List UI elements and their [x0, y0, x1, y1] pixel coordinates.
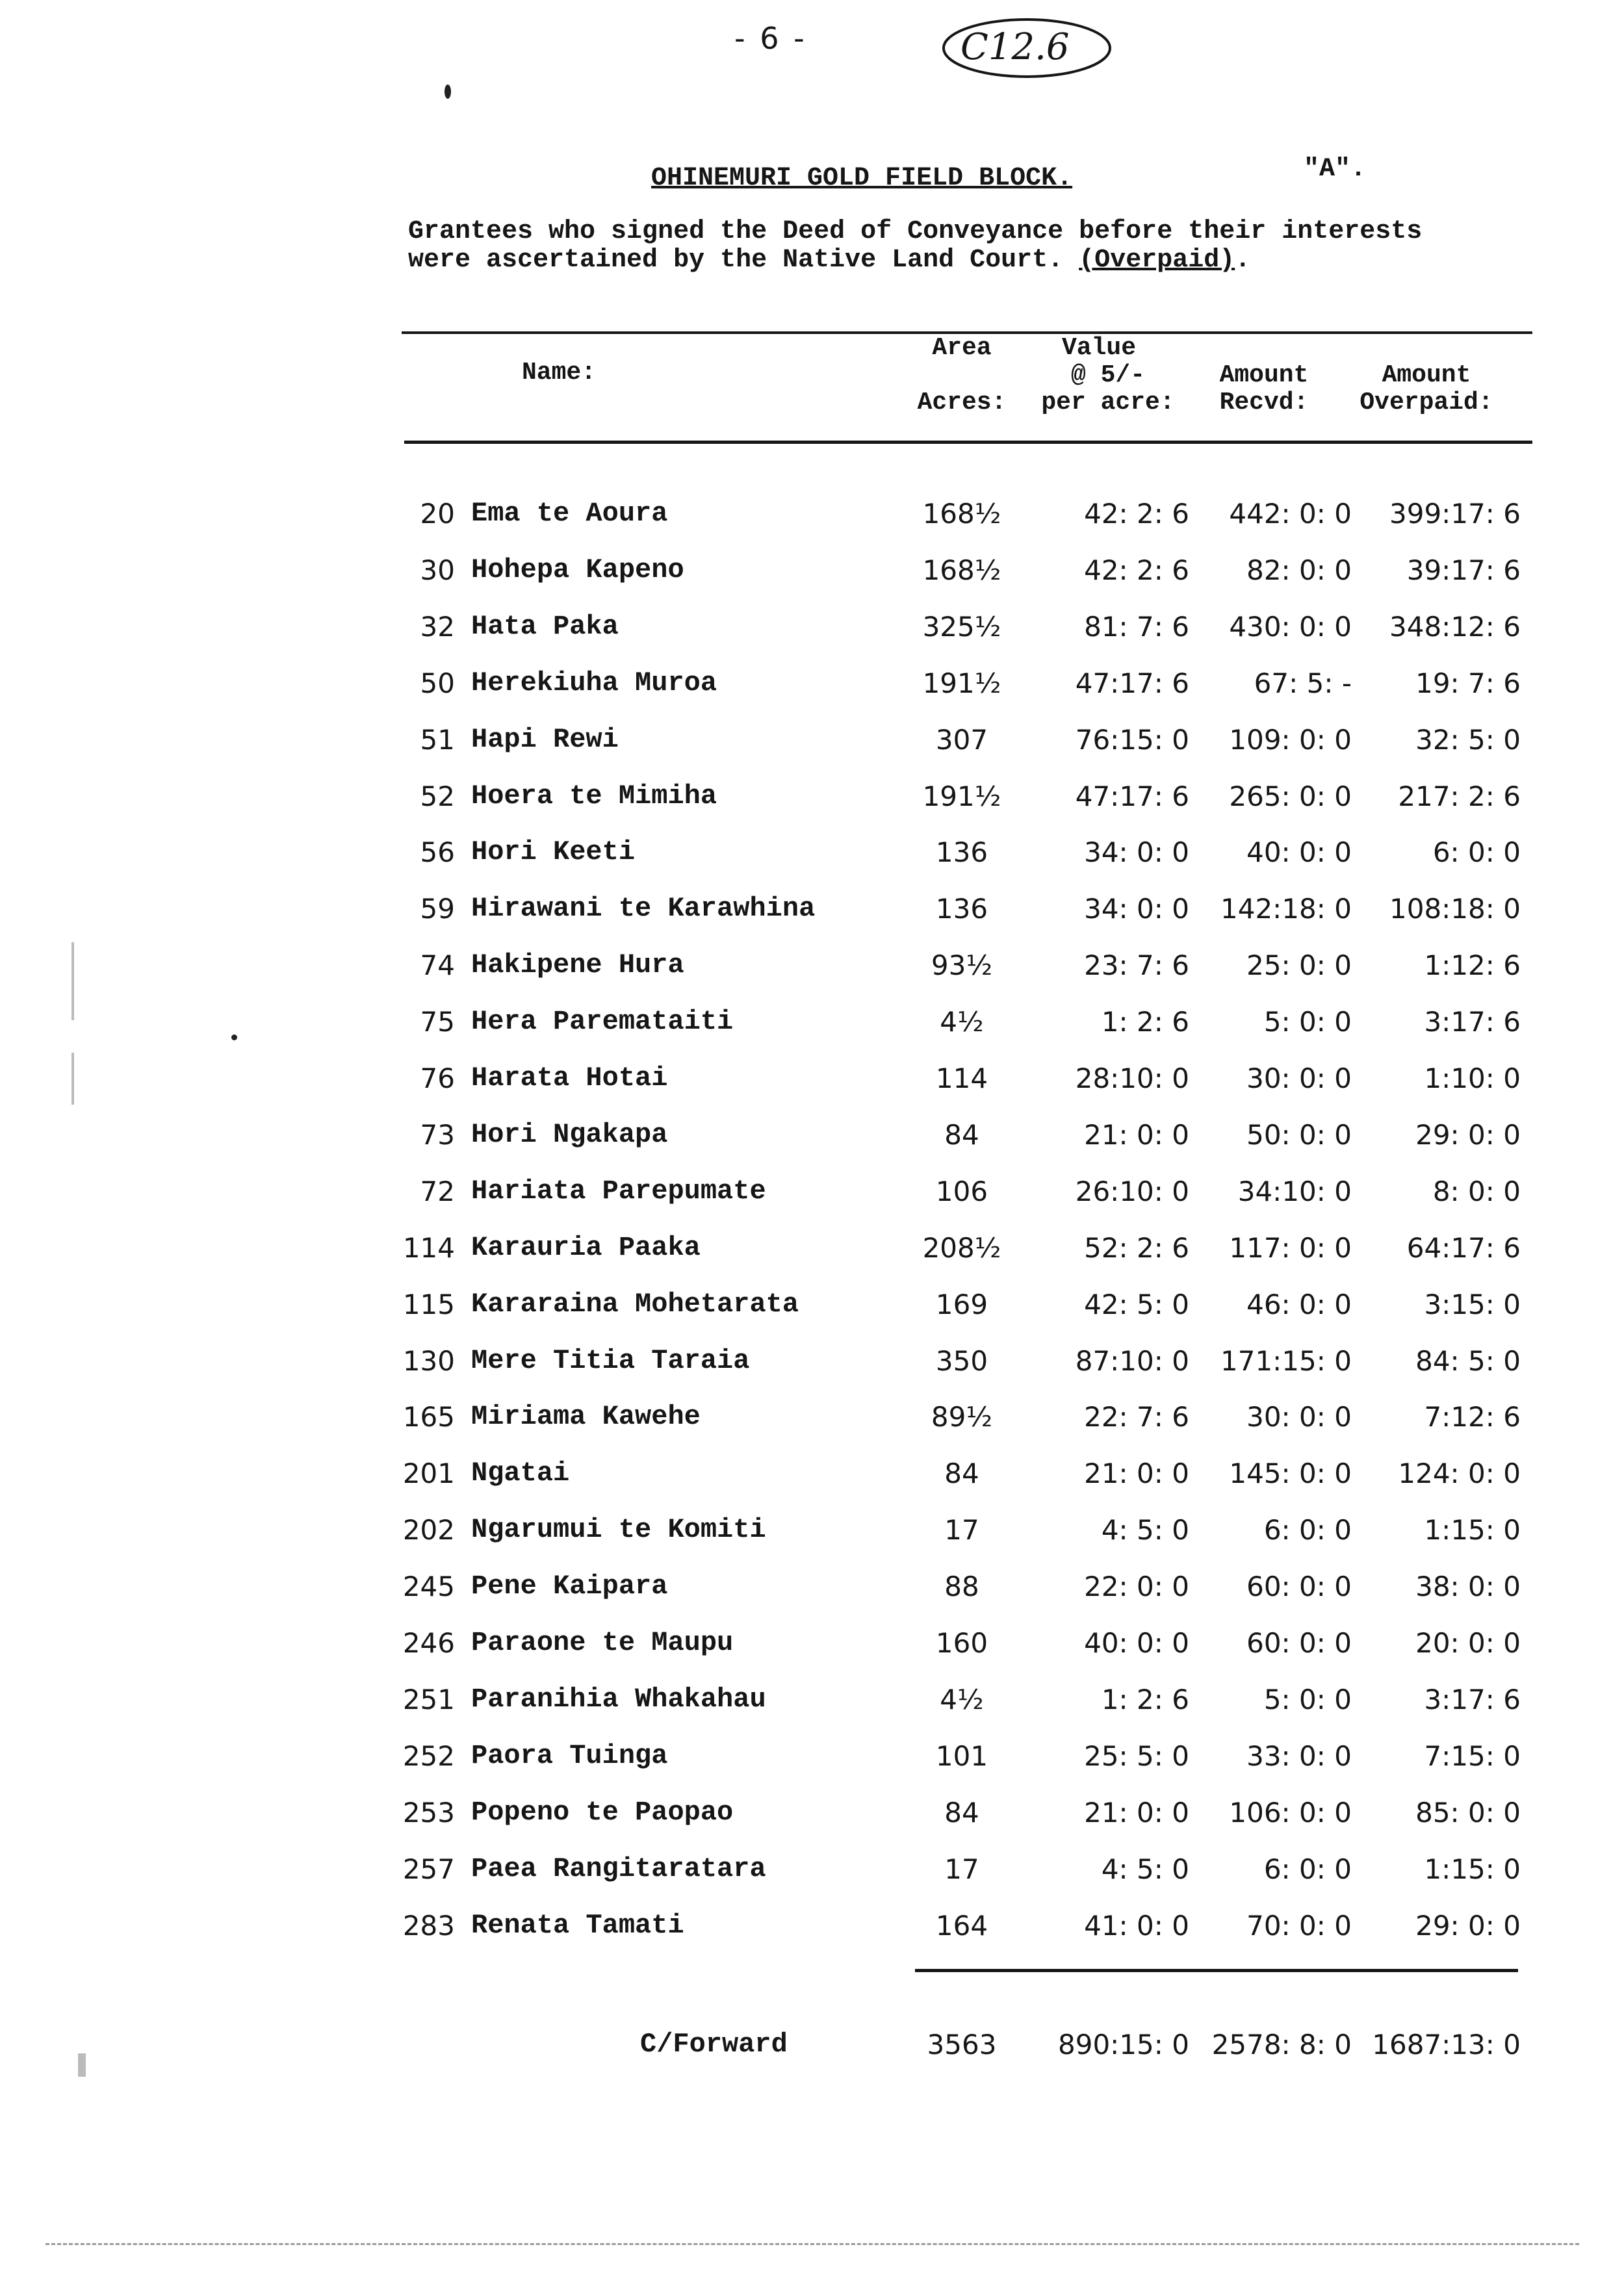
amount-overpaid: 6: 0: 0	[1432, 836, 1521, 868]
grantee-number: 73	[420, 1119, 455, 1151]
grantee-number: 75	[420, 1006, 455, 1038]
value-at-5s: 47:17: 6	[1075, 667, 1189, 699]
header-value-line-3: per acre:	[1041, 389, 1175, 417]
area-acres: 350	[935, 1345, 988, 1377]
table-row	[0, 1853, 1624, 1892]
amount-overpaid: 32: 5: 0	[1415, 724, 1521, 756]
table-row	[0, 554, 1624, 593]
area-acres: 164	[935, 1910, 988, 1942]
carry-forward-overpaid: 1687:13: 0	[1372, 2029, 1521, 2061]
amount-overpaid: 217: 2: 6	[1398, 780, 1521, 812]
amount-overpaid: 1:15: 0	[1424, 1514, 1521, 1546]
amount-received: 5: 0: 0	[1263, 1006, 1352, 1038]
page-number: - 6 -	[734, 21, 807, 56]
area-acres: 106	[935, 1175, 988, 1207]
area-acres: 4½	[940, 1006, 984, 1038]
amount-received: 40: 0: 0	[1246, 836, 1352, 868]
header-received-line-1: Amount	[1219, 361, 1309, 389]
table-row	[0, 836, 1624, 875]
overpaid-note: (Overpaid)	[1079, 246, 1235, 275]
table-row	[0, 1062, 1624, 1101]
total-rule	[915, 1969, 1518, 1972]
grantee-number: 72	[420, 1175, 455, 1207]
table-row	[0, 1627, 1624, 1666]
value-at-5s: 21: 0: 0	[1084, 1797, 1189, 1829]
amount-overpaid: 1:12: 6	[1424, 949, 1521, 981]
grantee-name: Hera Paremataiti	[471, 1006, 734, 1037]
grantee-name: Hori Keeti	[471, 836, 636, 867]
amount-overpaid: 8: 0: 0	[1432, 1175, 1521, 1207]
table-row	[0, 498, 1624, 537]
area-acres: 101	[935, 1740, 988, 1772]
value-at-5s: 52: 2: 6	[1084, 1232, 1189, 1264]
table-row	[0, 949, 1624, 988]
amount-overpaid: 84: 5: 0	[1415, 1345, 1521, 1377]
value-at-5s: 42: 5: 0	[1084, 1289, 1189, 1320]
amount-overpaid: 64:17: 6	[1406, 1232, 1521, 1264]
grantee-number: 56	[420, 836, 455, 868]
amount-overpaid: 1:10: 0	[1424, 1062, 1521, 1094]
scan-mark	[71, 1053, 74, 1105]
value-at-5s: 76:15: 0	[1075, 724, 1189, 756]
area-acres: 93½	[931, 949, 993, 981]
header-value-line-2: @ 5/-	[1070, 361, 1146, 389]
grantee-name: Renata Tamati	[471, 1910, 684, 1941]
value-at-5s: 22: 0: 0	[1084, 1571, 1189, 1602]
grantee-number: 202	[402, 1514, 455, 1546]
table-row	[0, 1006, 1624, 1045]
value-at-5s: 21: 0: 0	[1084, 1119, 1189, 1151]
scan-bottom-edge	[45, 2243, 1579, 2245]
grantee-name: Kararaina Mohetarata	[471, 1289, 799, 1320]
grantee-name: Paranihia Whakahau	[471, 1684, 766, 1715]
amount-overpaid: 399:17: 6	[1389, 498, 1521, 530]
value-at-5s: 34: 0: 0	[1084, 836, 1189, 868]
amount-received: 171:15: 0	[1220, 1345, 1352, 1377]
grantee-number: 245	[402, 1571, 455, 1602]
amount-received: 5: 0: 0	[1263, 1684, 1352, 1715]
value-at-5s: 41: 0: 0	[1084, 1910, 1189, 1942]
table-row	[0, 1797, 1624, 1836]
grantee-name: Karauria Paaka	[471, 1232, 701, 1263]
intro-line-2-text: were ascertained by the Native Land Court.	[408, 246, 1064, 275]
scan-mark	[78, 2053, 86, 2077]
area-acres: 136	[935, 836, 988, 868]
overpaid-note-end: .	[1235, 246, 1251, 275]
amount-overpaid: 3:15: 0	[1424, 1289, 1521, 1320]
grantee-number: 20	[420, 498, 455, 530]
grantee-name: Paea Rangitaratara	[471, 1853, 766, 1884]
value-at-5s: 1: 2: 6	[1101, 1684, 1189, 1715]
grantee-name: Hakipene Hura	[471, 949, 684, 981]
carry-forward-area: 3563	[927, 2029, 997, 2061]
amount-received: 34:10: 0	[1237, 1175, 1352, 1207]
table-row	[0, 1401, 1624, 1440]
area-acres: 136	[935, 893, 988, 925]
scan-mark	[231, 1034, 237, 1040]
amount-received: 67: 5: -	[1254, 667, 1352, 699]
value-at-5s: 4: 5: 0	[1101, 1853, 1189, 1885]
table-row	[0, 667, 1624, 706]
header-value-line-1: Value	[1062, 334, 1137, 362]
amount-received: 117: 0: 0	[1229, 1232, 1352, 1264]
area-acres: 325½	[922, 611, 1001, 643]
value-at-5s: 42: 2: 6	[1084, 554, 1189, 586]
table-row	[0, 1175, 1624, 1214]
amount-received: 33: 0: 0	[1246, 1740, 1352, 1772]
area-acres: 17	[944, 1853, 979, 1885]
amount-received: 6: 0: 0	[1263, 1853, 1352, 1885]
grantee-number: 30	[420, 554, 455, 586]
table-row	[0, 780, 1624, 819]
value-at-5s: 87:10: 0	[1075, 1345, 1189, 1377]
amount-received: 142:18: 0	[1220, 893, 1352, 925]
document-title: OHINEMURI GOLD FIELD BLOCK.	[651, 164, 1073, 193]
table-row	[0, 724, 1624, 763]
intro-line-2	[408, 246, 1552, 275]
value-at-5s: 81: 7: 6	[1084, 611, 1189, 643]
amount-received: 106: 0: 0	[1229, 1797, 1352, 1829]
area-acres: 89½	[931, 1401, 993, 1433]
scan-mark	[71, 942, 74, 1020]
grantee-number: 253	[402, 1797, 455, 1829]
amount-overpaid: 29: 0: 0	[1415, 1119, 1521, 1151]
intro-paragraph	[408, 218, 1552, 275]
area-acres: 84	[944, 1458, 979, 1489]
grantee-name: Hohepa Kapeno	[471, 554, 684, 585]
grantee-name: Harata Hotai	[471, 1062, 668, 1094]
header-received-line-2: Recvd:	[1219, 389, 1309, 417]
table-row	[0, 1684, 1624, 1723]
grantee-number: 50	[420, 667, 455, 699]
grantee-number: 114	[402, 1232, 455, 1264]
grantee-number: 115	[402, 1289, 455, 1320]
value-at-5s: 22: 7: 6	[1084, 1401, 1189, 1433]
value-at-5s: 40: 0: 0	[1084, 1627, 1189, 1659]
area-acres: 84	[944, 1119, 979, 1151]
table-row	[0, 1289, 1624, 1328]
amount-overpaid: 3:17: 6	[1424, 1006, 1521, 1038]
value-at-5s: 4: 5: 0	[1101, 1514, 1189, 1546]
amount-received: 46: 0: 0	[1246, 1289, 1352, 1320]
header-area-line-1: Area	[932, 334, 992, 362]
area-acres: 168½	[922, 554, 1001, 586]
amount-received: 25: 0: 0	[1246, 949, 1352, 981]
grantee-number: 52	[420, 780, 455, 812]
grantee-name: Ema te Aoura	[471, 498, 668, 529]
table-row	[0, 1119, 1624, 1158]
header-overpaid-line-1: Amount	[1382, 361, 1471, 389]
amount-received: 145: 0: 0	[1229, 1458, 1352, 1489]
grantee-name: Hapi Rewi	[471, 724, 619, 755]
carry-forward-received: 2578: 8: 0	[1211, 2029, 1352, 2061]
amount-overpaid: 124: 0: 0	[1398, 1458, 1521, 1489]
value-at-5s: 25: 5: 0	[1084, 1740, 1189, 1772]
grantee-name: Hirawani te Karawhina	[471, 893, 816, 924]
amount-overpaid: 7:12: 6	[1424, 1401, 1521, 1433]
grantee-name: Mere Titia Taraia	[471, 1345, 750, 1376]
grantee-number: 32	[420, 611, 455, 643]
area-acres: 307	[935, 724, 988, 756]
value-at-5s: 42: 2: 6	[1084, 498, 1189, 530]
grantee-name: Hoera te Mimiha	[471, 780, 717, 812]
header-name: Name:	[521, 359, 597, 387]
table-row	[0, 1571, 1624, 1610]
amount-received: 30: 0: 0	[1246, 1401, 1352, 1433]
area-acres: 114	[935, 1062, 988, 1094]
amount-received: 60: 0: 0	[1246, 1627, 1352, 1659]
grantee-number: 257	[402, 1853, 455, 1885]
grantee-name: Hata Paka	[471, 611, 619, 642]
header-overpaid	[1342, 362, 1511, 417]
grantee-name: Popeno te Paopao	[471, 1797, 734, 1828]
amount-received: 6: 0: 0	[1263, 1514, 1352, 1546]
header-value	[1033, 335, 1183, 417]
grantee-number: 251	[402, 1684, 455, 1715]
grantee-number: 165	[402, 1401, 455, 1433]
grantee-name: Paora Tuinga	[471, 1740, 668, 1771]
grantee-name: Hori Ngakapa	[471, 1119, 668, 1150]
area-acres: 191½	[922, 780, 1001, 812]
grantee-name: Hariata Parepumate	[471, 1175, 766, 1207]
grantee-number: 201	[402, 1458, 455, 1489]
grantee-number: 130	[402, 1345, 455, 1377]
grantee-name: Pene Kaipara	[471, 1571, 668, 1602]
header-received	[1199, 362, 1329, 417]
area-acres: 4½	[940, 1684, 984, 1715]
table-row	[0, 893, 1624, 932]
amount-received: 70: 0: 0	[1246, 1910, 1352, 1942]
amount-overpaid: 3:17: 6	[1424, 1684, 1521, 1715]
area-acres: 17	[944, 1514, 979, 1546]
header-overpaid-line-2: Overpaid:	[1360, 389, 1493, 417]
amount-overpaid: 1:15: 0	[1424, 1853, 1521, 1885]
grantee-number: 252	[402, 1740, 455, 1772]
value-at-5s: 34: 0: 0	[1084, 893, 1189, 925]
area-acres: 208½	[922, 1232, 1001, 1264]
area-acres: 169	[935, 1289, 988, 1320]
amount-overpaid: 19: 7: 6	[1415, 667, 1521, 699]
amount-received: 82: 0: 0	[1246, 554, 1352, 586]
amount-overpaid: 108:18: 0	[1389, 893, 1521, 925]
amount-received: 50: 0: 0	[1246, 1119, 1352, 1151]
reference-code: C12.6	[960, 26, 1070, 68]
grantee-number: 283	[402, 1910, 455, 1942]
grantee-number: 51	[420, 724, 455, 756]
grantee-number: 59	[420, 893, 455, 925]
grantee-name: Herekiuha Muroa	[471, 667, 717, 699]
amount-overpaid: 348:12: 6	[1389, 611, 1521, 643]
area-acres: 84	[944, 1797, 979, 1829]
intro-line-1: Grantees who signed the Deed of Conveyance before their interests	[408, 217, 1423, 246]
header-area-line-2: Acres:	[917, 389, 1007, 417]
grantee-number: 74	[420, 949, 455, 981]
carry-forward-value: 890:15: 0	[1058, 2029, 1189, 2061]
table-row	[0, 1232, 1624, 1271]
header-bottom-rule	[404, 441, 1532, 444]
table-row	[0, 611, 1624, 650]
carry-forward-label: C/Forward	[640, 2029, 788, 2060]
value-at-5s: 28:10: 0	[1075, 1062, 1189, 1094]
amount-overpaid: 20: 0: 0	[1415, 1627, 1521, 1659]
area-acres: 168½	[922, 498, 1001, 530]
schedule-label: "A".	[1304, 155, 1367, 184]
area-acres: 160	[935, 1627, 988, 1659]
amount-received: 430: 0: 0	[1229, 611, 1352, 643]
header-area	[910, 335, 1014, 417]
amount-received: 109: 0: 0	[1229, 724, 1352, 756]
grantee-name: Miriama Kawehe	[471, 1401, 701, 1432]
table-row	[0, 1910, 1624, 1949]
amount-overpaid: 7:15: 0	[1424, 1740, 1521, 1772]
grantee-number: 246	[402, 1627, 455, 1659]
amount-received: 265: 0: 0	[1229, 780, 1352, 812]
amount-received: 60: 0: 0	[1246, 1571, 1352, 1602]
area-acres: 88	[944, 1571, 979, 1602]
value-at-5s: 1: 2: 6	[1101, 1006, 1189, 1038]
value-at-5s: 26:10: 0	[1075, 1175, 1189, 1207]
amount-received: 30: 0: 0	[1246, 1062, 1352, 1094]
amount-received: 442: 0: 0	[1229, 498, 1352, 530]
table-row	[0, 1514, 1624, 1553]
grantee-number: 76	[420, 1062, 455, 1094]
carry-forward-row	[0, 2029, 1624, 2068]
area-acres: 191½	[922, 667, 1001, 699]
table-row	[0, 1345, 1624, 1384]
grantee-name: Ngatai	[471, 1458, 570, 1489]
grantee-name: Ngarumui te Komiti	[471, 1514, 766, 1545]
scan-mark	[445, 84, 451, 99]
table-row	[0, 1458, 1624, 1496]
table-row	[0, 1740, 1624, 1779]
amount-overpaid: 29: 0: 0	[1415, 1910, 1521, 1942]
value-at-5s: 47:17: 6	[1075, 780, 1189, 812]
amount-overpaid: 39:17: 6	[1406, 554, 1521, 586]
value-at-5s: 21: 0: 0	[1084, 1458, 1189, 1489]
value-at-5s: 23: 7: 6	[1084, 949, 1189, 981]
grantee-name: Paraone te Maupu	[471, 1627, 734, 1658]
amount-overpaid: 38: 0: 0	[1415, 1571, 1521, 1602]
amount-overpaid: 85: 0: 0	[1415, 1797, 1521, 1829]
